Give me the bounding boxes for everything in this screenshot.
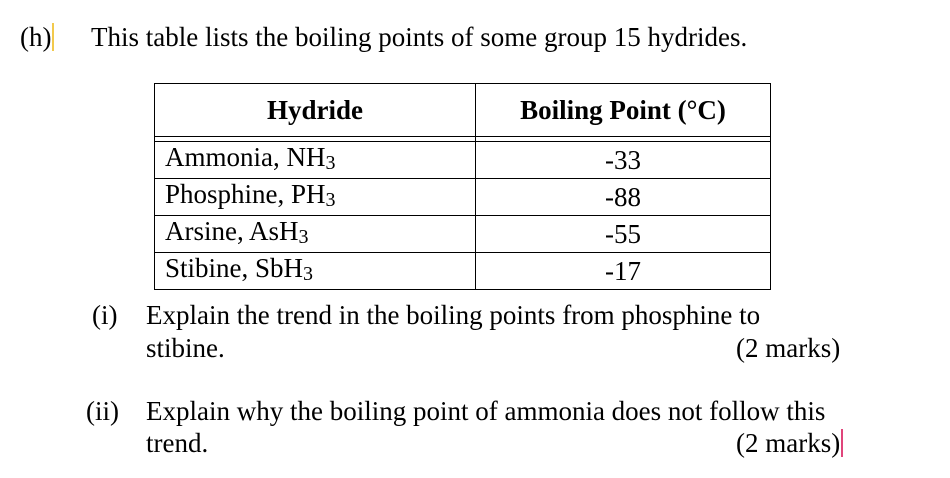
part-i-label: (i): [92, 300, 118, 330]
boiling-point-value: -55: [476, 216, 771, 253]
boiling-point-value: -17: [476, 253, 771, 290]
boiling-point-value: -88: [476, 179, 771, 216]
header-boiling-point: Boiling Point (°C): [476, 84, 771, 137]
part-ii-label: (ii): [86, 396, 119, 426]
text-cursor: [841, 429, 843, 457]
table-row: [155, 179, 771, 216]
question-text: This table lists the boiling points of some group 15 hydrides.: [91, 22, 748, 52]
part-ii-marks: (2 marks): [736, 427, 843, 459]
part-ii-text-line2: trend.: [146, 428, 209, 458]
hydride-name: Ammonia, NH3: [155, 142, 476, 179]
boiling-point-value: -33: [476, 142, 771, 179]
table-row: [155, 253, 771, 290]
part-i-text-line2: stibine.: [146, 333, 225, 363]
part-ii-text-line1: Explain why the boiling point of ammonia does not follow this: [146, 396, 826, 426]
question-label: (h): [20, 22, 54, 52]
hydride-name: Arsine, AsH3: [155, 216, 476, 253]
part-i-marks: (2 marks): [736, 333, 841, 363]
table-row: [155, 142, 771, 179]
text-cursor: [52, 23, 54, 51]
hydride-name: Phosphine, PH3: [155, 179, 476, 216]
table-header-row: [155, 84, 771, 137]
table-row: [155, 216, 771, 253]
header-hydride: Hydride: [155, 84, 476, 137]
hydride-table: [154, 83, 771, 290]
part-i-text-line1: Explain the trend in the boiling points from phosphine to: [146, 300, 761, 330]
hydride-name: Stibine, SbH3: [155, 253, 476, 290]
